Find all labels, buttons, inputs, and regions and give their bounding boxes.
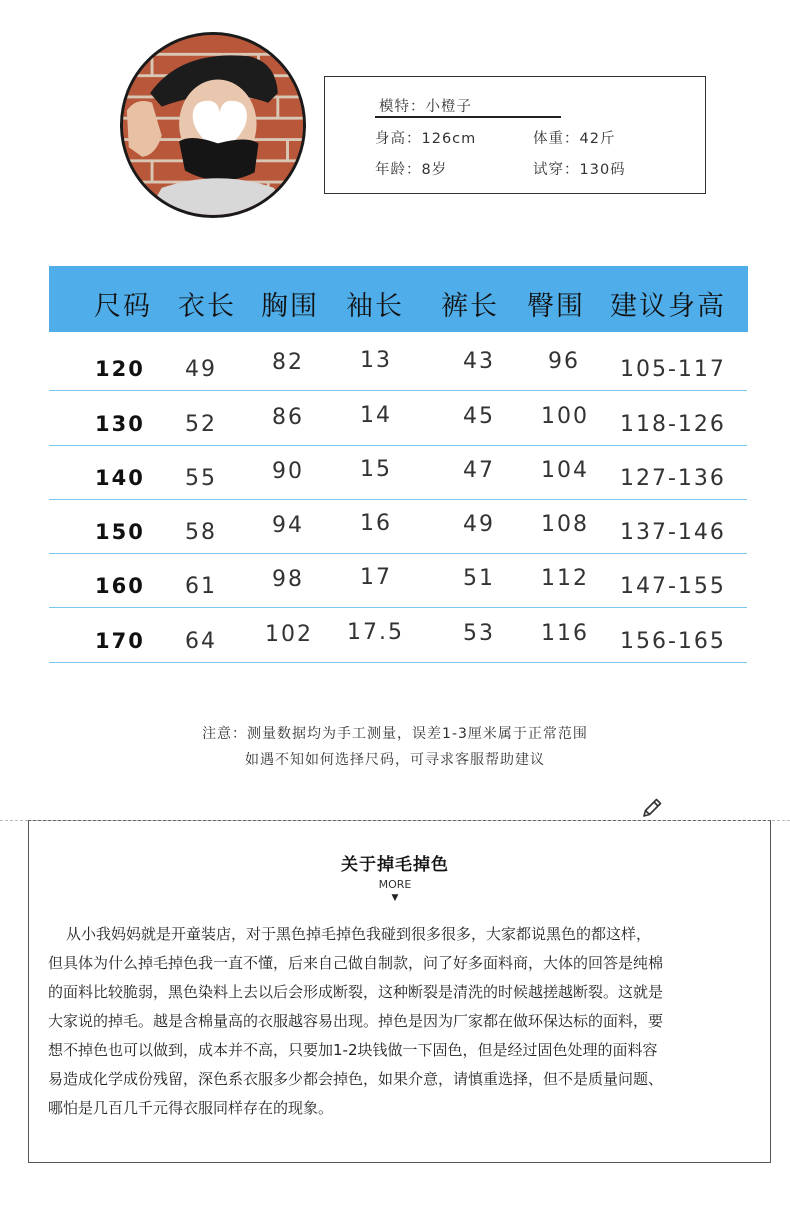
down-arrow-icon: ▼ bbox=[391, 893, 399, 903]
cell-length: 64 bbox=[185, 629, 217, 654]
measurement-note: 注意：测量数据均为手工测量，误差1-3厘米属于正常范围 bbox=[202, 726, 588, 742]
cell-hip: 104 bbox=[541, 458, 589, 483]
pencil-icon bbox=[639, 795, 665, 821]
paragraph-line: 的面料比较脆弱，黑色染料上去以后会形成断裂，这种断裂是清洗的时候越搓越断裂。这就是 bbox=[48, 983, 664, 1001]
paragraph-line: 但具体为什么掉毛掉色我一直不懂，后来自己做自制款，问了好多面料商，大体的回答是纯棉 bbox=[48, 954, 664, 972]
cell-size: 120 bbox=[95, 357, 145, 381]
model-info-card bbox=[324, 76, 706, 194]
cell-suggested-height: 118-126 bbox=[620, 412, 726, 437]
header-size: 尺码 bbox=[94, 291, 152, 322]
header-pants-length: 裤长 bbox=[441, 291, 499, 322]
table-row bbox=[49, 444, 747, 500]
header-hip: 臀围 bbox=[527, 291, 585, 322]
table-row bbox=[49, 335, 747, 391]
cell-pants-length: 49 bbox=[463, 512, 495, 537]
cell-hip: 116 bbox=[541, 621, 589, 646]
section-paragraph bbox=[48, 920, 754, 1123]
cell-length: 55 bbox=[185, 466, 217, 491]
cell-suggested-height: 127-136 bbox=[620, 466, 726, 491]
cell-suggested-height: 137-146 bbox=[620, 520, 726, 545]
model-avatar bbox=[120, 32, 306, 218]
cell-length: 58 bbox=[185, 520, 217, 545]
model-height: 身高：126cm bbox=[375, 131, 477, 147]
model-weight: 体重：42斤 bbox=[533, 131, 616, 147]
cell-hip: 112 bbox=[541, 566, 589, 591]
cell-sleeve: 17 bbox=[360, 565, 392, 590]
model-name-underline bbox=[375, 116, 561, 118]
table-row bbox=[49, 607, 747, 663]
cell-hip: 100 bbox=[541, 404, 589, 429]
cell-pants-length: 43 bbox=[463, 349, 495, 374]
header-length: 衣长 bbox=[178, 291, 236, 322]
cell-pants-length: 47 bbox=[463, 458, 495, 483]
cell-hip: 108 bbox=[541, 512, 589, 537]
table-row bbox=[49, 552, 747, 608]
cell-sleeve: 14 bbox=[360, 403, 392, 428]
cell-chest: 102 bbox=[265, 622, 313, 647]
cell-pants-length: 53 bbox=[463, 621, 495, 646]
paragraph-line: 从小我妈妈就是开童装店，对于黑色掉毛掉色我碰到很多很多，大家都说黑色的都这样， bbox=[66, 925, 652, 943]
cell-hip: 96 bbox=[548, 349, 580, 374]
paragraph-line: 哪怕是几百几千元得衣服同样存在的现象。 bbox=[48, 1099, 334, 1117]
paragraph-line: 大家说的掉毛。越是含棉量高的衣服越容易出现。掉色是因为厂家都在做环保达标的面料，要 bbox=[48, 1012, 664, 1030]
section-more-label: MORE bbox=[378, 878, 412, 891]
header-suggested-height: 建议身高 bbox=[610, 291, 726, 322]
cell-chest: 94 bbox=[272, 513, 304, 538]
cell-size: 170 bbox=[95, 629, 145, 653]
header-sleeve: 袖长 bbox=[346, 291, 404, 322]
cell-size: 150 bbox=[95, 520, 145, 544]
paragraph-line: 易造成化学成份残留，深色系衣服多少都会掉色，如果介意，请慎重选择，但不是质量问题、 bbox=[48, 1070, 664, 1088]
cell-length: 52 bbox=[185, 412, 217, 437]
cell-sleeve: 16 bbox=[360, 511, 392, 536]
model-age: 年龄：8岁 bbox=[375, 162, 448, 178]
model-try-on-size: 试穿：130码 bbox=[533, 162, 626, 178]
section-title: 关于掉毛掉色 bbox=[341, 855, 449, 875]
cell-size: 160 bbox=[95, 574, 145, 598]
cell-size: 140 bbox=[95, 466, 145, 490]
cell-pants-length: 45 bbox=[463, 404, 495, 429]
cell-chest: 90 bbox=[272, 459, 304, 484]
header-chest: 胸围 bbox=[261, 291, 319, 322]
model-name: 模特：小橙子 bbox=[379, 99, 472, 115]
cell-sleeve: 17.5 bbox=[347, 620, 404, 645]
table-row bbox=[49, 498, 747, 554]
cell-pants-length: 51 bbox=[463, 566, 495, 591]
size-table-header bbox=[49, 266, 748, 332]
cell-length: 61 bbox=[185, 574, 217, 599]
cell-chest: 82 bbox=[272, 350, 304, 375]
model-photo bbox=[123, 35, 303, 215]
table-row bbox=[49, 390, 747, 446]
paragraph-line: 想不掉色也可以做到，成本并不高，只要加1-2块钱做一下固色，但是经过固色处理的面料容 bbox=[48, 1041, 658, 1059]
cell-size: 130 bbox=[95, 412, 145, 436]
cell-chest: 86 bbox=[272, 405, 304, 430]
cell-sleeve: 13 bbox=[360, 348, 392, 373]
cell-suggested-height: 105-117 bbox=[620, 357, 726, 382]
cell-suggested-height: 156-165 bbox=[620, 629, 726, 654]
cell-suggested-height: 147-155 bbox=[620, 574, 726, 599]
cell-sleeve: 15 bbox=[360, 457, 392, 482]
cell-length: 49 bbox=[185, 357, 217, 382]
size-help-note: 如遇不知如何选择尺码，可寻求客服帮助建议 bbox=[245, 752, 545, 768]
cell-chest: 98 bbox=[272, 567, 304, 592]
